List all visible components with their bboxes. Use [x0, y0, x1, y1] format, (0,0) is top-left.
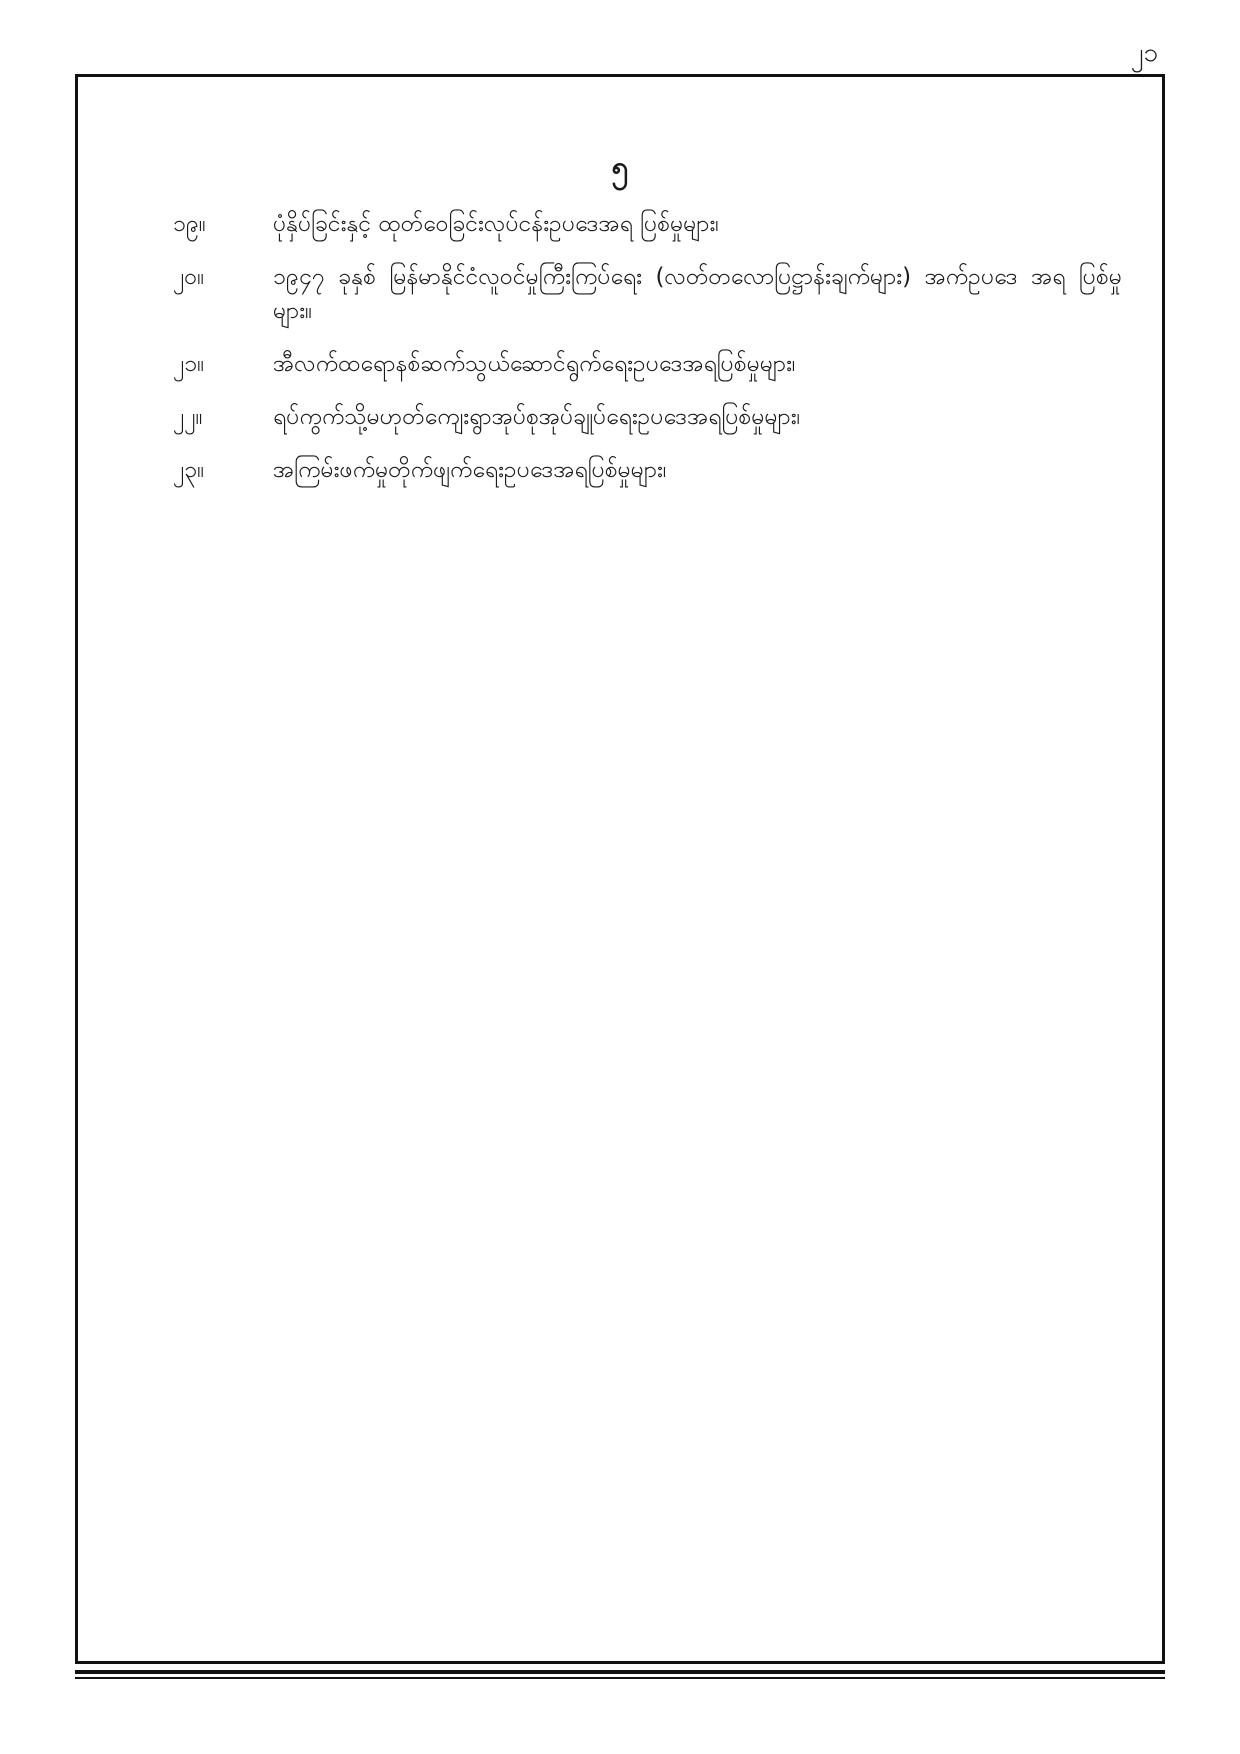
offense-list [173, 207, 1122, 506]
list-item [173, 453, 1122, 487]
footer-rule-thin [75, 1677, 1165, 1679]
item-number: ၁၉။ [173, 211, 206, 237]
list-item [173, 347, 1122, 381]
item-number: ၂၃။ [173, 457, 205, 483]
list-item [173, 207, 1122, 241]
item-text: အကြမ်းဖက်မှုတိုက်ဖျက်ရေးဥပဒေအရပြစ်မှုများ၊ [273, 457, 667, 483]
item-number: ၂၁။ [173, 351, 205, 377]
item-text: ရပ်ကွက်သို့မဟုတ်ကျေးရွာအုပ်စုအုပ်ချုပ်ရေးဥပဒေအရပြစ်မှုများ၊ [273, 404, 801, 430]
item-number: ၂၂။ [173, 404, 203, 430]
section-heading: ၅ [611, 150, 629, 185]
footer-rule-thick [75, 1670, 1165, 1674]
item-text: ပုံနှိပ်ခြင်းနှင့် ထုတ်ဝေခြင်းလုပ်ငန်းဥပဒေအရ ပြစ်မှုများ၊ [273, 211, 719, 237]
list-item [173, 400, 1122, 434]
page-frame [75, 74, 1165, 1664]
item-text: ၁၉၄၇ ခုနှစ် မြန်မာနိုင်ငံလူဝင်မှုကြီးကြပ်ရေး (လတ်တလောပြဋ္ဌာန်းချက်များ) အက်ဥပဒေ အရ ပြစ်မှုများ။ [273, 264, 1122, 324]
list-item [173, 260, 1122, 328]
page-number: ၂၁ [1130, 38, 1158, 68]
item-text: အီလက်ထရောနစ်ဆက်သွယ်ဆောင်ရွက်ရေးဥပဒေအရပြစ်မှုများ၊ [273, 351, 796, 377]
item-number: ၂၀။ [173, 264, 205, 290]
